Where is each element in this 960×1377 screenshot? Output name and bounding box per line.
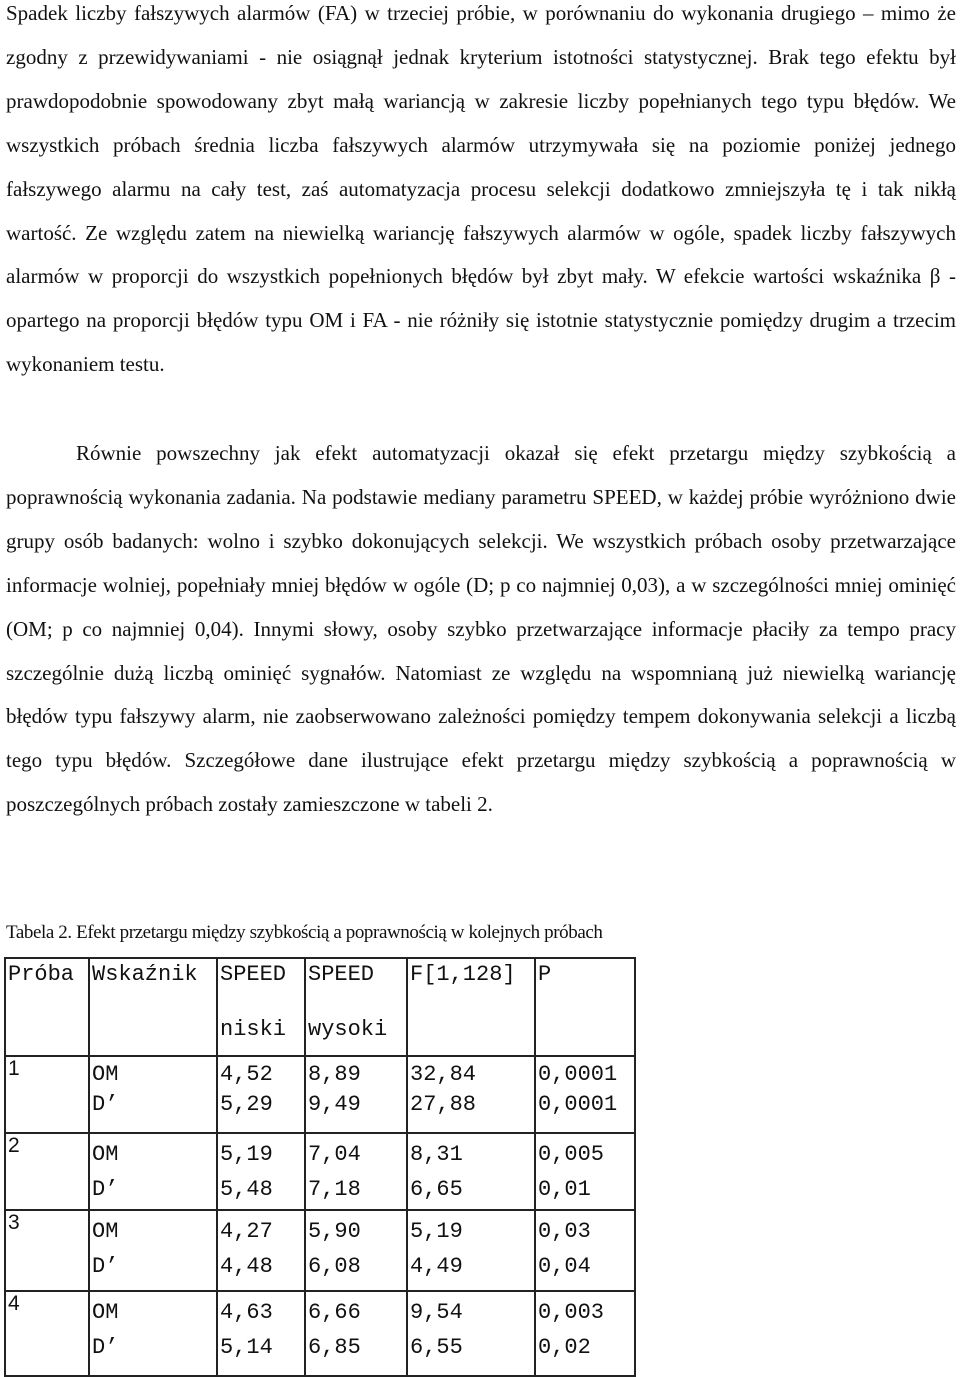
p-cell: 0,005 0,01 [535, 1133, 635, 1210]
results-table [4, 957, 636, 1377]
paragraph-speed-accuracy [6, 432, 956, 827]
table-row [5, 1056, 635, 1133]
table-row [5, 1133, 635, 1210]
speed-low-cell: 4,63 5,14 [217, 1291, 305, 1376]
p-cell: 0,003 0,02 [535, 1291, 635, 1376]
speed-low-cell: 4,27 4,48 [217, 1210, 305, 1291]
header-cell: Wskaźnik [89, 958, 217, 1056]
speed-low-cell: 4,52 5,29 [217, 1056, 305, 1133]
speed-high-cell: 8,89 9,49 [305, 1056, 407, 1133]
indicator-cell: OM D’ [89, 1056, 217, 1133]
header-cell: SPEED wysoki [305, 958, 407, 1056]
table-caption: Tabela 2. Efekt przetargu między szybkością a poprawnością w kolejnych próbach [6, 922, 603, 943]
f-cell: 5,19 4,49 [407, 1210, 535, 1291]
header-cell: P [535, 958, 635, 1056]
table-header-row [5, 958, 635, 1056]
indicator-cell: OM D’ [89, 1291, 217, 1376]
trial-cell: 2 [5, 1133, 89, 1210]
f-cell: 8,31 6,65 [407, 1133, 535, 1210]
indicator-cell: OM D’ [89, 1133, 217, 1210]
p-cell: 0,0001 0,0001 [535, 1056, 635, 1133]
speed-low-cell: 5,19 5,48 [217, 1133, 305, 1210]
table-row [5, 1210, 635, 1291]
indicator-cell: OM D’ [89, 1210, 217, 1291]
speed-high-cell: 5,90 6,08 [305, 1210, 407, 1291]
f-cell: 9,54 6,55 [407, 1291, 535, 1376]
f-cell: 32,84 27,88 [407, 1056, 535, 1133]
table-row [5, 1291, 635, 1376]
trial-cell: 1 [5, 1056, 89, 1133]
speed-high-cell: 6,66 6,85 [305, 1291, 407, 1376]
header-cell: F[1,128] [407, 958, 535, 1056]
paragraph-text: Równie powszechny jak efekt automatyzacji okazał się efekt przetargu między szybkością a poprawnością wykonania zadania. Na podstawie mediany parametru SPEED, w każdej próbie wyróżniono dwie grupy osób badanych: wolno i szybko dokonujących selekcji. We wszystkich próbach osoby przetwarzające informacje wolniej, popełniały mniej błędów w ogóle (D; p co najmniej 0,03), a w szczególności mniej ominięć (OM; p co najmniej 0,04). Innymi słowy, osoby szybko przetwarzające informacje płaciły za tempo pracy szczególnie dużą liczbą ominięć sygnałów. Natomiast ze względu na wspomnianą już niewielką wariancję błędów typu fałszywy alarm, nie zaobserwowano zależności pomiędzy tempem dokonywania selekcji a liczbą tego typu błędów. Szczegółowe dane ilustrujące efekt przetargu między szybkością a poprawnością w poszczególnych próbach zostały zamieszczone w tabeli 2. [6, 441, 956, 817]
p-cell: 0,03 0,04 [535, 1210, 635, 1291]
header-cell: SPEED niski [217, 958, 305, 1056]
trial-cell: 4 [5, 1291, 89, 1376]
speed-high-cell: 7,04 7,18 [305, 1133, 407, 1210]
header-cell: Próba [5, 958, 89, 1056]
paragraph-fa-results: Spadek liczby fałszywych alarmów (FA) w trzeciej próbie, w porównaniu do wykonania drugiego – mimo że zgodny z przewidywaniami - nie osiągnął jednak kryterium istotności statystycznej. Brak tego efektu był prawdopodobnie spowodowany zbyt małą wariancją w zakresie liczby popełnianych tego typu błędów. We wszystkich próbach średnia liczba fałszywych alarmów utrzymywała się na poziomie poniżej jednego fałszywego alarmu na cały test, zaś automatyzacja procesu selekcji dodatkowo zmniejszyła tę i tak nikłą wartość. Ze względu zatem na niewielką wariancję fałszywych alarmów w ogóle, spadek liczby fałszywych alarmów w proporcji do wszystkich popełnionych błędów był zbyt mały. W efekcie wartości wskaźnika β - opartego na proporcji błędów typu OM i FA - nie różniły się istotnie statystycznie pomiędzy drugim a trzecim wykonaniem testu. [6, 1, 956, 377]
trial-cell: 3 [5, 1210, 89, 1291]
